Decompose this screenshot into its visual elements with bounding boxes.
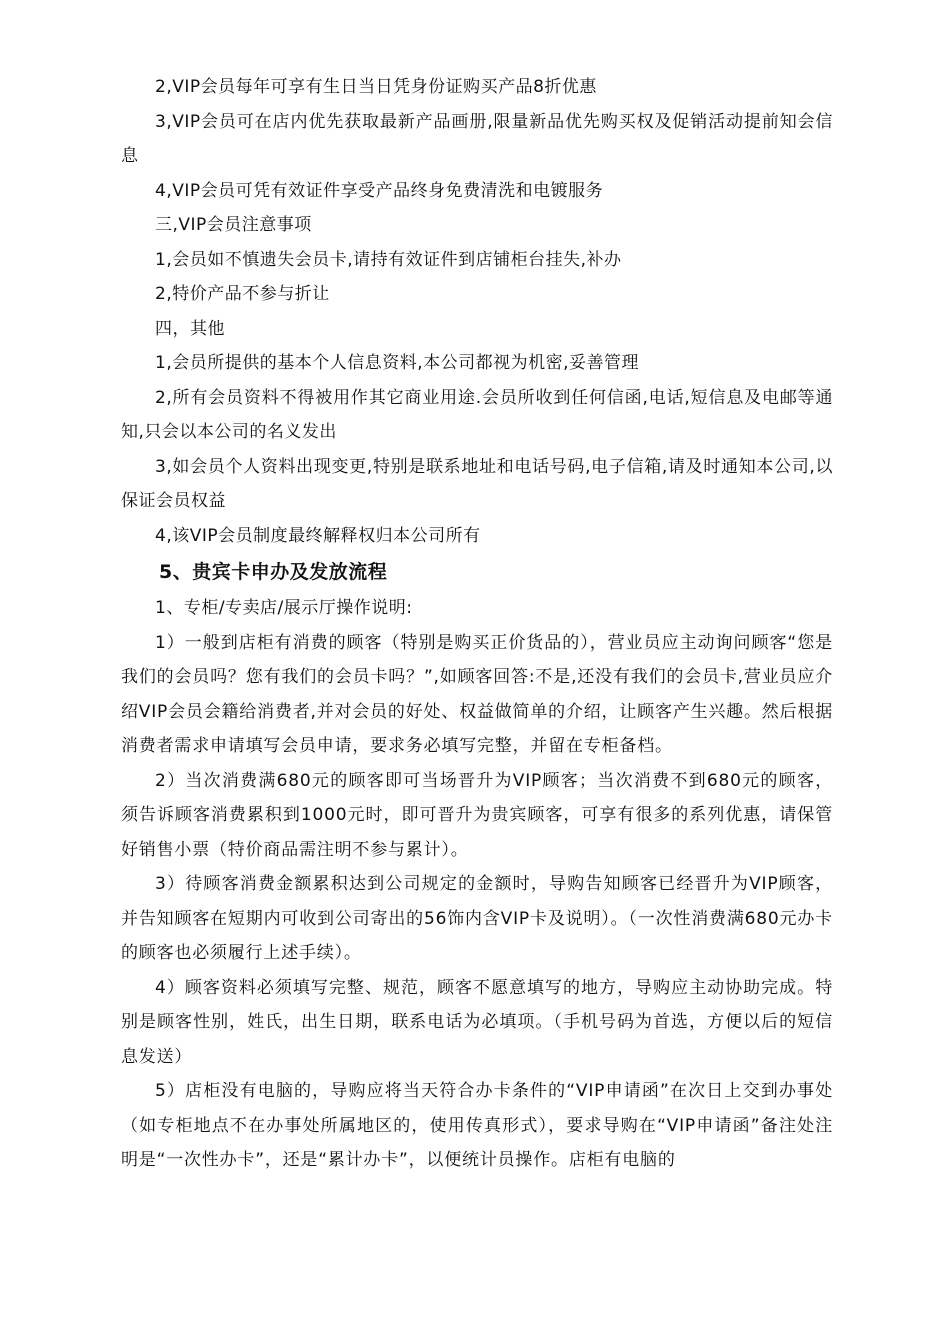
paragraph-no-commercial-use: 2,所有会员资料不得被用作其它商业用途.会员所收到任何信函,电话,短信息及电邮等通知,只会以本公司的名义发出 [121,387,833,442]
subheading-vip-notes: 三,VIP会员注意事项 [155,215,312,235]
paragraph-step-3: 3）待顾客消费金额累积达到公司规定的金额时，导购告知顾客已经晋升为VIP顾客，并告知顾客在短期内可收到公司寄出的56饰内含VIP卡及说明）。（一次性消费满680元办卡的顾客也必须履行上述手续）。 [121,874,833,963]
paragraph-store-instructions: 1、专柜/专卖店/展示厅操作说明: [155,598,413,618]
document-page [121,70,833,1178]
paragraph-step-2: 2）当次消费满680元的顾客即可当场晋升为VIP顾客；当次消费不到680元的顾客，须告诉顾客消费累积到1000元时，即可晋升为贵宾顾客，可享有很多的系列优惠，请保管好销售小票（特价商品需注明不参与累计）。 [121,770,833,860]
paragraph-final-interpretation: 4,该VIP会员制度最终解释权归本公司所有 [155,525,481,546]
subheading-other: 四，其他 [155,318,225,339]
paragraph-vip-birthday: 2,VIP会员每年可享有生日当日凭身份证购买产品8折优惠 [155,77,597,97]
paragraph-vip-cleaning: 4,VIP会员可凭有效证件享受产品终身免费清洗和电镀服务 [155,180,604,201]
section-heading: 5、贵宾卡申办及发放流程 [159,561,388,583]
paragraph-vip-priority: 3,VIP会员可在店内优先获取最新产品画册,限量新品优先购买权及促销活动提前知会信息 [121,111,833,166]
paragraph-step-5: 5）店柜没有电脑的，导购应将当天符合办卡条件的“VIP申请函”在次日上交到办事处（如专柜地点不在办事处所属地区的，使用传真形式），要求导购在“VIP申请函”备注处注明是“一次性办卡”，还是“累计办卡”，以便统计员操作。店柜有电脑的 [121,1081,833,1170]
paragraph-special-price: 2,特价产品不参与折让 [155,284,330,304]
paragraph-step-4: 4）顾客资料必须填写完整、规范，顾客不愿意填写的地方，导购应主动协助完成。特别是顾客性别，姓氏，出生日期，联系电话为必填项。（手机号码为首选，方便以后的短信息发送） [121,977,833,1067]
paragraph-info-change: 3,如会员个人资料出现变更,特别是联系地址和电话号码,电子信箱,请及时通知本公司,以保证会员权益 [121,456,833,511]
paragraph-lost-card: 1,会员如不慎遗失会员卡,请持有效证件到店铺柜台挂失,补办 [155,249,622,270]
paragraph-step-1: 1）一般到店柜有消费的顾客（特别是购买正价货品的），营业员应主动询问顾客“您是我们的会员吗？您有我们的会员卡吗？”,如顾客回答:不是,还没有我们的会员卡,营业员应介绍VIP会员会籍给消费者,并对会员的好处、权益做简单的介绍，让顾客产生兴趣。然后根据消费者需求申请填写会员申请，要求务必填写完整，并留在专柜备档。 [121,632,833,756]
paragraph-privacy: 1,会员所提供的基本个人信息资料,本公司都视为机密,妥善管理 [155,353,640,373]
